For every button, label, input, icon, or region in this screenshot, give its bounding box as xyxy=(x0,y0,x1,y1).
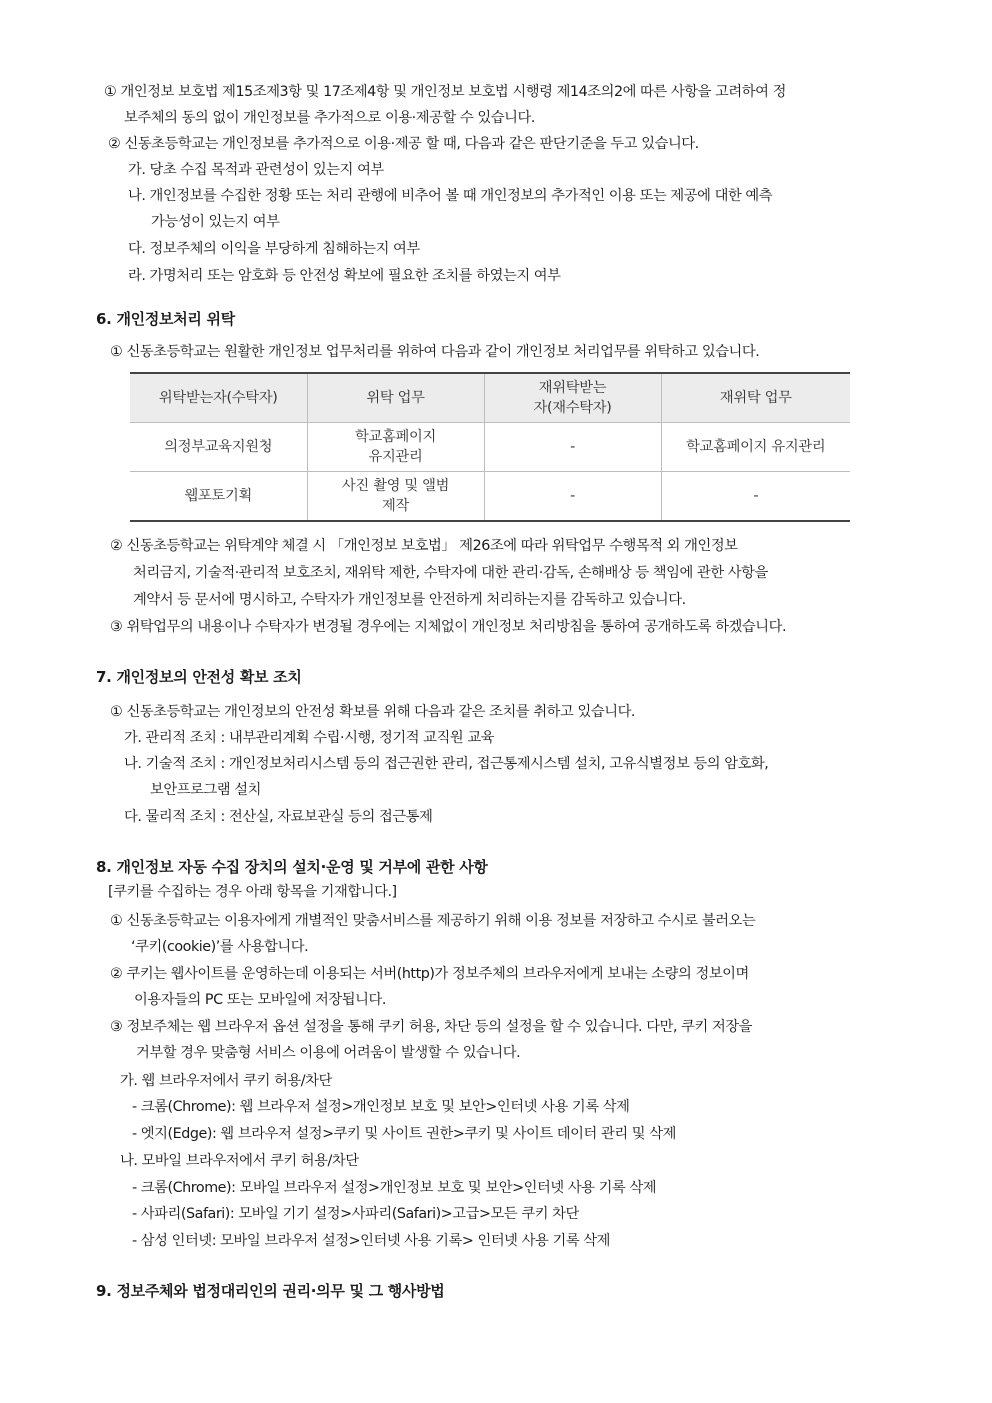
sec6-item-1: ① 신동초등학교는 원활한 개인정보 업무처리를 위하여 다음과 같이 개인정보 처리업무를 위탁하고 있습니다. xyxy=(110,344,760,360)
table-header-row xyxy=(130,373,850,423)
table-cell xyxy=(130,423,307,472)
sec5-criterion-ga: 가. 당초 수집 목적과 관련성이 있는지 여부 xyxy=(128,162,384,178)
sec5-criterion-ra: 라. 가명처리 또는 암호화 등 안전성 확보에 필요한 조치를 하였는지 여부 xyxy=(128,268,561,284)
sec8-web-browser-heading: 가. 웹 브라우저에서 쿠키 허용/차단 xyxy=(120,1073,332,1089)
sec8-mobile-browser-heading: 나. 모바일 브라우저에서 쿠키 허용/차단 xyxy=(120,1153,359,1169)
cell-text: 학교홈페이지 유지관리 xyxy=(354,429,437,465)
table-row xyxy=(130,423,850,472)
consignment-table xyxy=(130,372,850,522)
header-sub-task xyxy=(661,373,850,423)
cell-text: - xyxy=(570,439,575,455)
section-6-heading: 6. 개인정보처리 위탁 xyxy=(96,310,235,328)
cell-text: 의정부교육지원청 xyxy=(164,439,273,455)
section-9-heading: 9. 정보주체와 법정대리인의 권리·의무 및 그 행사방법 xyxy=(96,1282,445,1300)
header-trustee-text: 위탁받는자(수탁자) xyxy=(158,390,278,406)
header-sub-trustee xyxy=(484,373,661,423)
sec6-item-2-line-1: ② 신동초등학교는 위탁계약 체결 시 「개인정보 보호법」 제26조에 따라 위탁업무 수행목적 외 개인정보 xyxy=(110,538,738,554)
sec8-item-1-line-1: ① 신동초등학교는 이용자에게 개별적인 맞춤서비스를 제공하기 위해 이용 정보를 저장하고 수시로 불러오는 xyxy=(110,913,756,929)
cell-text: 학교홈페이지 유지관리 xyxy=(686,439,826,455)
sec8-web-edge: - 엣지(Edge): 웹 브라우저 설정>쿠키 및 사이트 권한>쿠키 및 사이트 데이터 관리 및 삭제 xyxy=(132,1126,676,1142)
sec6-item-2-line-3: 계약서 등 문서에 명시하고, 수탁자가 개인정보를 안전하게 처리하는지를 감독하고 있습니다. xyxy=(133,592,686,608)
sec8-item-2-line-2: 이용자들의 PC 또는 모바일에 저장됩니다. xyxy=(134,992,386,1008)
section-7-heading: 7. 개인정보의 안전성 확보 조치 xyxy=(96,668,302,686)
sec7-item-1: ① 신동초등학교는 개인정보의 안전성 확보를 위해 다음과 같은 조치를 취하고 있습니다. xyxy=(110,704,636,720)
sec7-measure-na-line-2: 보안프로그램 설치 xyxy=(150,782,261,798)
cell-text: 웹포토기획 xyxy=(184,488,253,504)
sec7-measure-ga: 가. 관리적 조치 : 내부관리계획 수립·시행, 정기적 교직원 교육 xyxy=(124,730,495,746)
sec8-item-3-line-1: ③ 정보주체는 웹 브라우저 옵션 설정을 통해 쿠키 허용, 차단 등의 설정을 할 수 있습니다. 다만, 쿠키 저장을 xyxy=(110,1019,753,1035)
table-cell xyxy=(661,423,850,472)
header-trustee xyxy=(130,373,307,423)
cell-text: 사진 촬영 및 앨범 제작 xyxy=(341,478,450,514)
section-8-heading: 8. 개인정보 자동 수집 장치의 설치·운영 및 거부에 관한 사항 xyxy=(96,858,488,876)
table-cell xyxy=(307,472,484,522)
table-row xyxy=(130,472,850,522)
sec8-mobile-samsung: - 삼성 인터넷: 모바일 브라우저 설정>인터넷 사용 기록> 인터넷 사용 기록 삭제 xyxy=(132,1233,610,1249)
table-cell xyxy=(661,472,850,522)
sec8-mobile-safari: - 사파리(Safari): 모바일 기기 설정>사파리(Safari)>고급>모든 쿠키 차단 xyxy=(132,1206,579,1222)
sec8-item-3-line-2: 거부할 경우 맞춤형 서비스 이용에 어려움이 발생할 수 있습니다. xyxy=(136,1045,521,1061)
header-sub-trustee-text: 재위탁받는 자(재수탁자) xyxy=(533,380,612,416)
table-cell xyxy=(484,423,661,472)
cell-text: - xyxy=(570,488,575,504)
sec8-item-1-line-2: ‘쿠키(cookie)’를 사용합니다. xyxy=(131,939,309,955)
sec6-item-3: ③ 위탁업무의 내용이나 수탁자가 변경될 경우에는 지체없이 개인정보 처리방침을 통하여 공개하도록 하겠습니다. xyxy=(110,619,787,635)
sec7-measure-na-line-1: 나. 기술적 조치 : 개인정보처리시스템 등의 접근권한 관리, 접근통제시스템 설치, 고유식별정보 등의 암호화, xyxy=(124,756,769,772)
header-task xyxy=(307,373,484,423)
sec5-item-1-line-1: ① 개인정보 보호법 제15조제3항 및 17조제4항 및 개인정보 보호법 시행령 제14조의2에 따른 사항을 고려하여 정 xyxy=(104,84,786,100)
sec8-item-2-line-1: ② 쿠키는 웹사이트를 운영하는데 이용되는 서버(http)가 정보주체의 브라우저에게 보내는 소량의 정보이며 xyxy=(110,966,749,982)
sec8-mobile-chrome: - 크롬(Chrome): 모바일 브라우저 설정>개인정보 보호 및 보안>인터넷 사용 기록 삭제 xyxy=(132,1180,657,1196)
header-sub-task-text: 재위탁 업무 xyxy=(719,390,792,406)
sec7-measure-da: 다. 물리적 조치 : 전산실, 자료보관실 등의 접근통제 xyxy=(124,809,433,825)
sec6-item-2-line-2: 처리금지, 기술적·관리적 보호조치, 재위탁 제한, 수탁자에 대한 관리·감독, 손해배상 등 책임에 관한 사항을 xyxy=(133,565,768,581)
sec5-criterion-na-line-2: 가능성이 있는지 여부 xyxy=(151,214,280,230)
sec8-web-chrome: - 크롬(Chrome): 웹 브라우저 설정>개인정보 보호 및 보안>인터넷 사용 기록 삭제 xyxy=(132,1099,630,1115)
table-cell xyxy=(307,423,484,472)
table-cell xyxy=(484,472,661,522)
header-task-text: 위탁 업무 xyxy=(366,390,425,406)
sec5-criterion-da: 다. 정보주체의 이익을 부당하게 침해하는지 여부 xyxy=(128,241,420,257)
sec5-item-1-line-2: 보주체의 동의 없이 개인정보를 추가적으로 이용·제공할 수 있습니다. xyxy=(124,110,535,126)
cell-text: - xyxy=(753,488,759,504)
table-cell xyxy=(130,472,307,522)
sec8-note: [쿠키를 수집하는 경우 아래 항목을 기재합니다.] xyxy=(108,884,397,900)
sec5-criterion-na-line-1: 나. 개인정보를 수집한 정황 또는 처리 관행에 비추어 볼 때 개인정보의 추가적인 이용 또는 제공에 대한 예측 xyxy=(128,188,773,204)
sec5-item-2: ② 신동초등학교는 개인정보를 추가적으로 이용·제공 할 때, 다음과 같은 판단기준을 두고 있습니다. xyxy=(108,136,699,152)
